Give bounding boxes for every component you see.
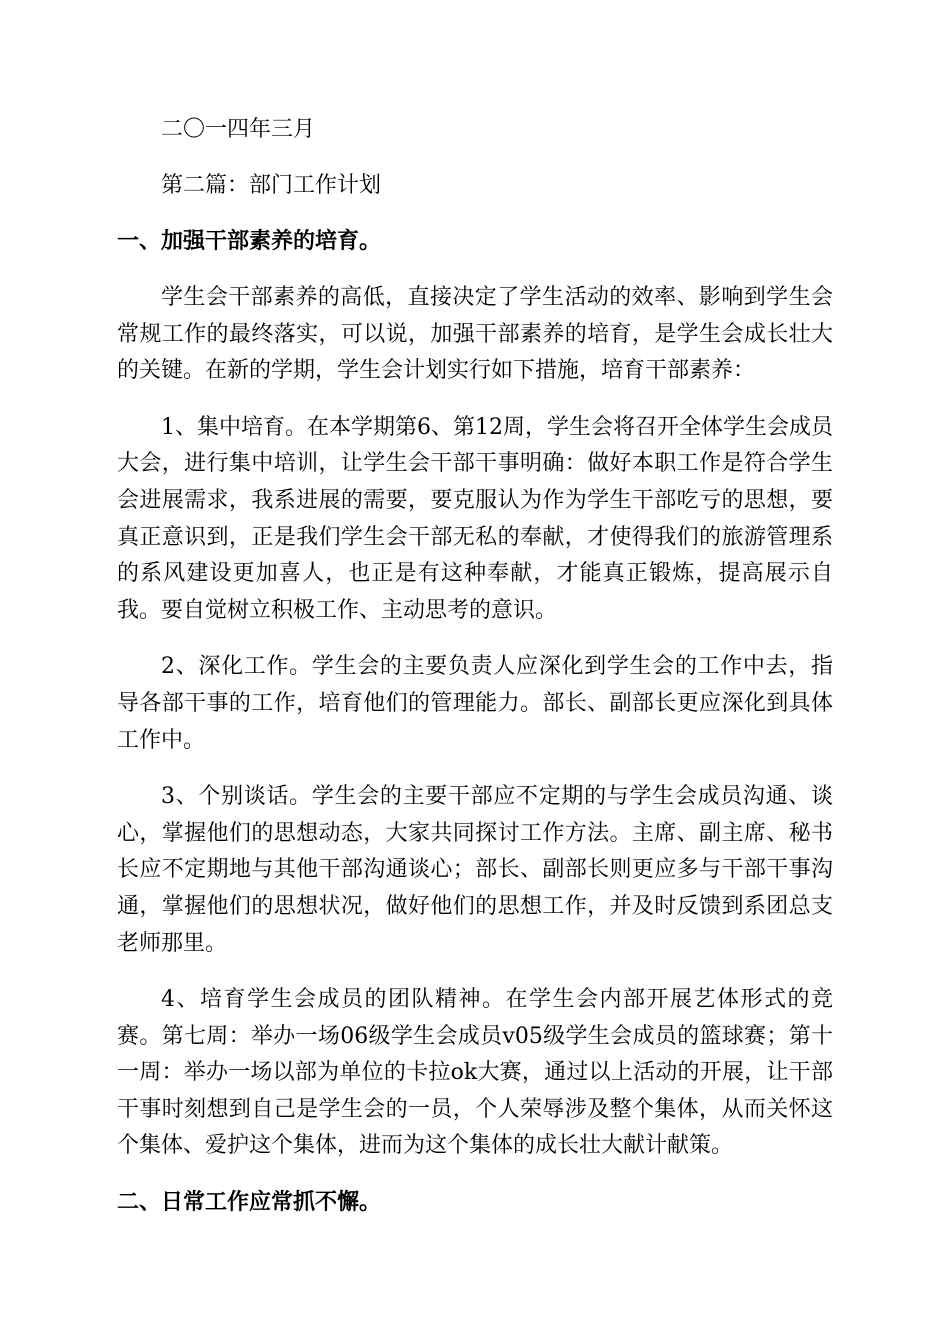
section-1-heading: 一、加强干部素养的培育。 bbox=[117, 229, 382, 254]
section-2-heading: 二、日常工作应常抓不懈。 bbox=[117, 1190, 382, 1216]
document-date: 二〇一四年三月 bbox=[161, 117, 316, 142]
section-1-intro: 学生会干部素养的高低，直接决定了学生活动的效率、影响到学生会常规工作的最终落实，可以说，加强干部素养的培育，是学生会成长壮大的关键。在新的学期，学生会计划实行如下措施，培育干部素养： bbox=[117, 285, 833, 384]
section-1-item-4: 4、培育学生会成员的团队精神。在学生会内部开展艺体形式的竞赛。第七周：举办一场06级学生会成员v05级学生会成员的篮球赛；第十一周：举办一场以部为单位的卡拉ok大赛，通过以上活动的开展，让干部干事时刻想到自己是学生会的一员，个人荣辱涉及整个集体，从而关怀这个集体、爱护这个集体，进而为这个集体的成长壮大献计献策。 bbox=[117, 987, 833, 1159]
part-title: 第二篇：部门工作计划 bbox=[161, 173, 382, 198]
section-1-item-2: 2、深化工作。学生会的主要负责人应深化到学生会的工作中去，指导各部干事的工作，培育他们的管理能力。部长、副部长更应深化到具体工作中。 bbox=[117, 654, 833, 753]
document-body bbox=[117, 112, 833, 1221]
section-1-item-3: 3、个别谈话。学生会的主要干部应不定期的与学生会成员沟通、谈心，掌握他们的思想动态，大家共同探讨工作方法。主席、副主席、秘书长应不定期地与其他干部沟通谈心；部长、副部长则更应多与干部干事沟通，掌握他们的思想状况，做好他们的思想工作，并及时反馈到系团总支老师那里。 bbox=[117, 784, 833, 956]
section-1-item-1: 1、集中培育。在本学期第6、第12周，学生会将召开全体学生会成员大会，进行集中培训，让学生会干部干事明确：做好本职工作是符合学生会进展需求，我系进展的需要，要克服认为作为学生干部吃亏的思想，要真正意识到，正是我们学生会干部无私的奉献，才使得我们的旅游管理系的系风建设更加喜人，也正是有这种奉献，才能真正锻炼，提高展示自我。要自觉树立积极工作、主动思考的意识。 bbox=[117, 414, 833, 623]
